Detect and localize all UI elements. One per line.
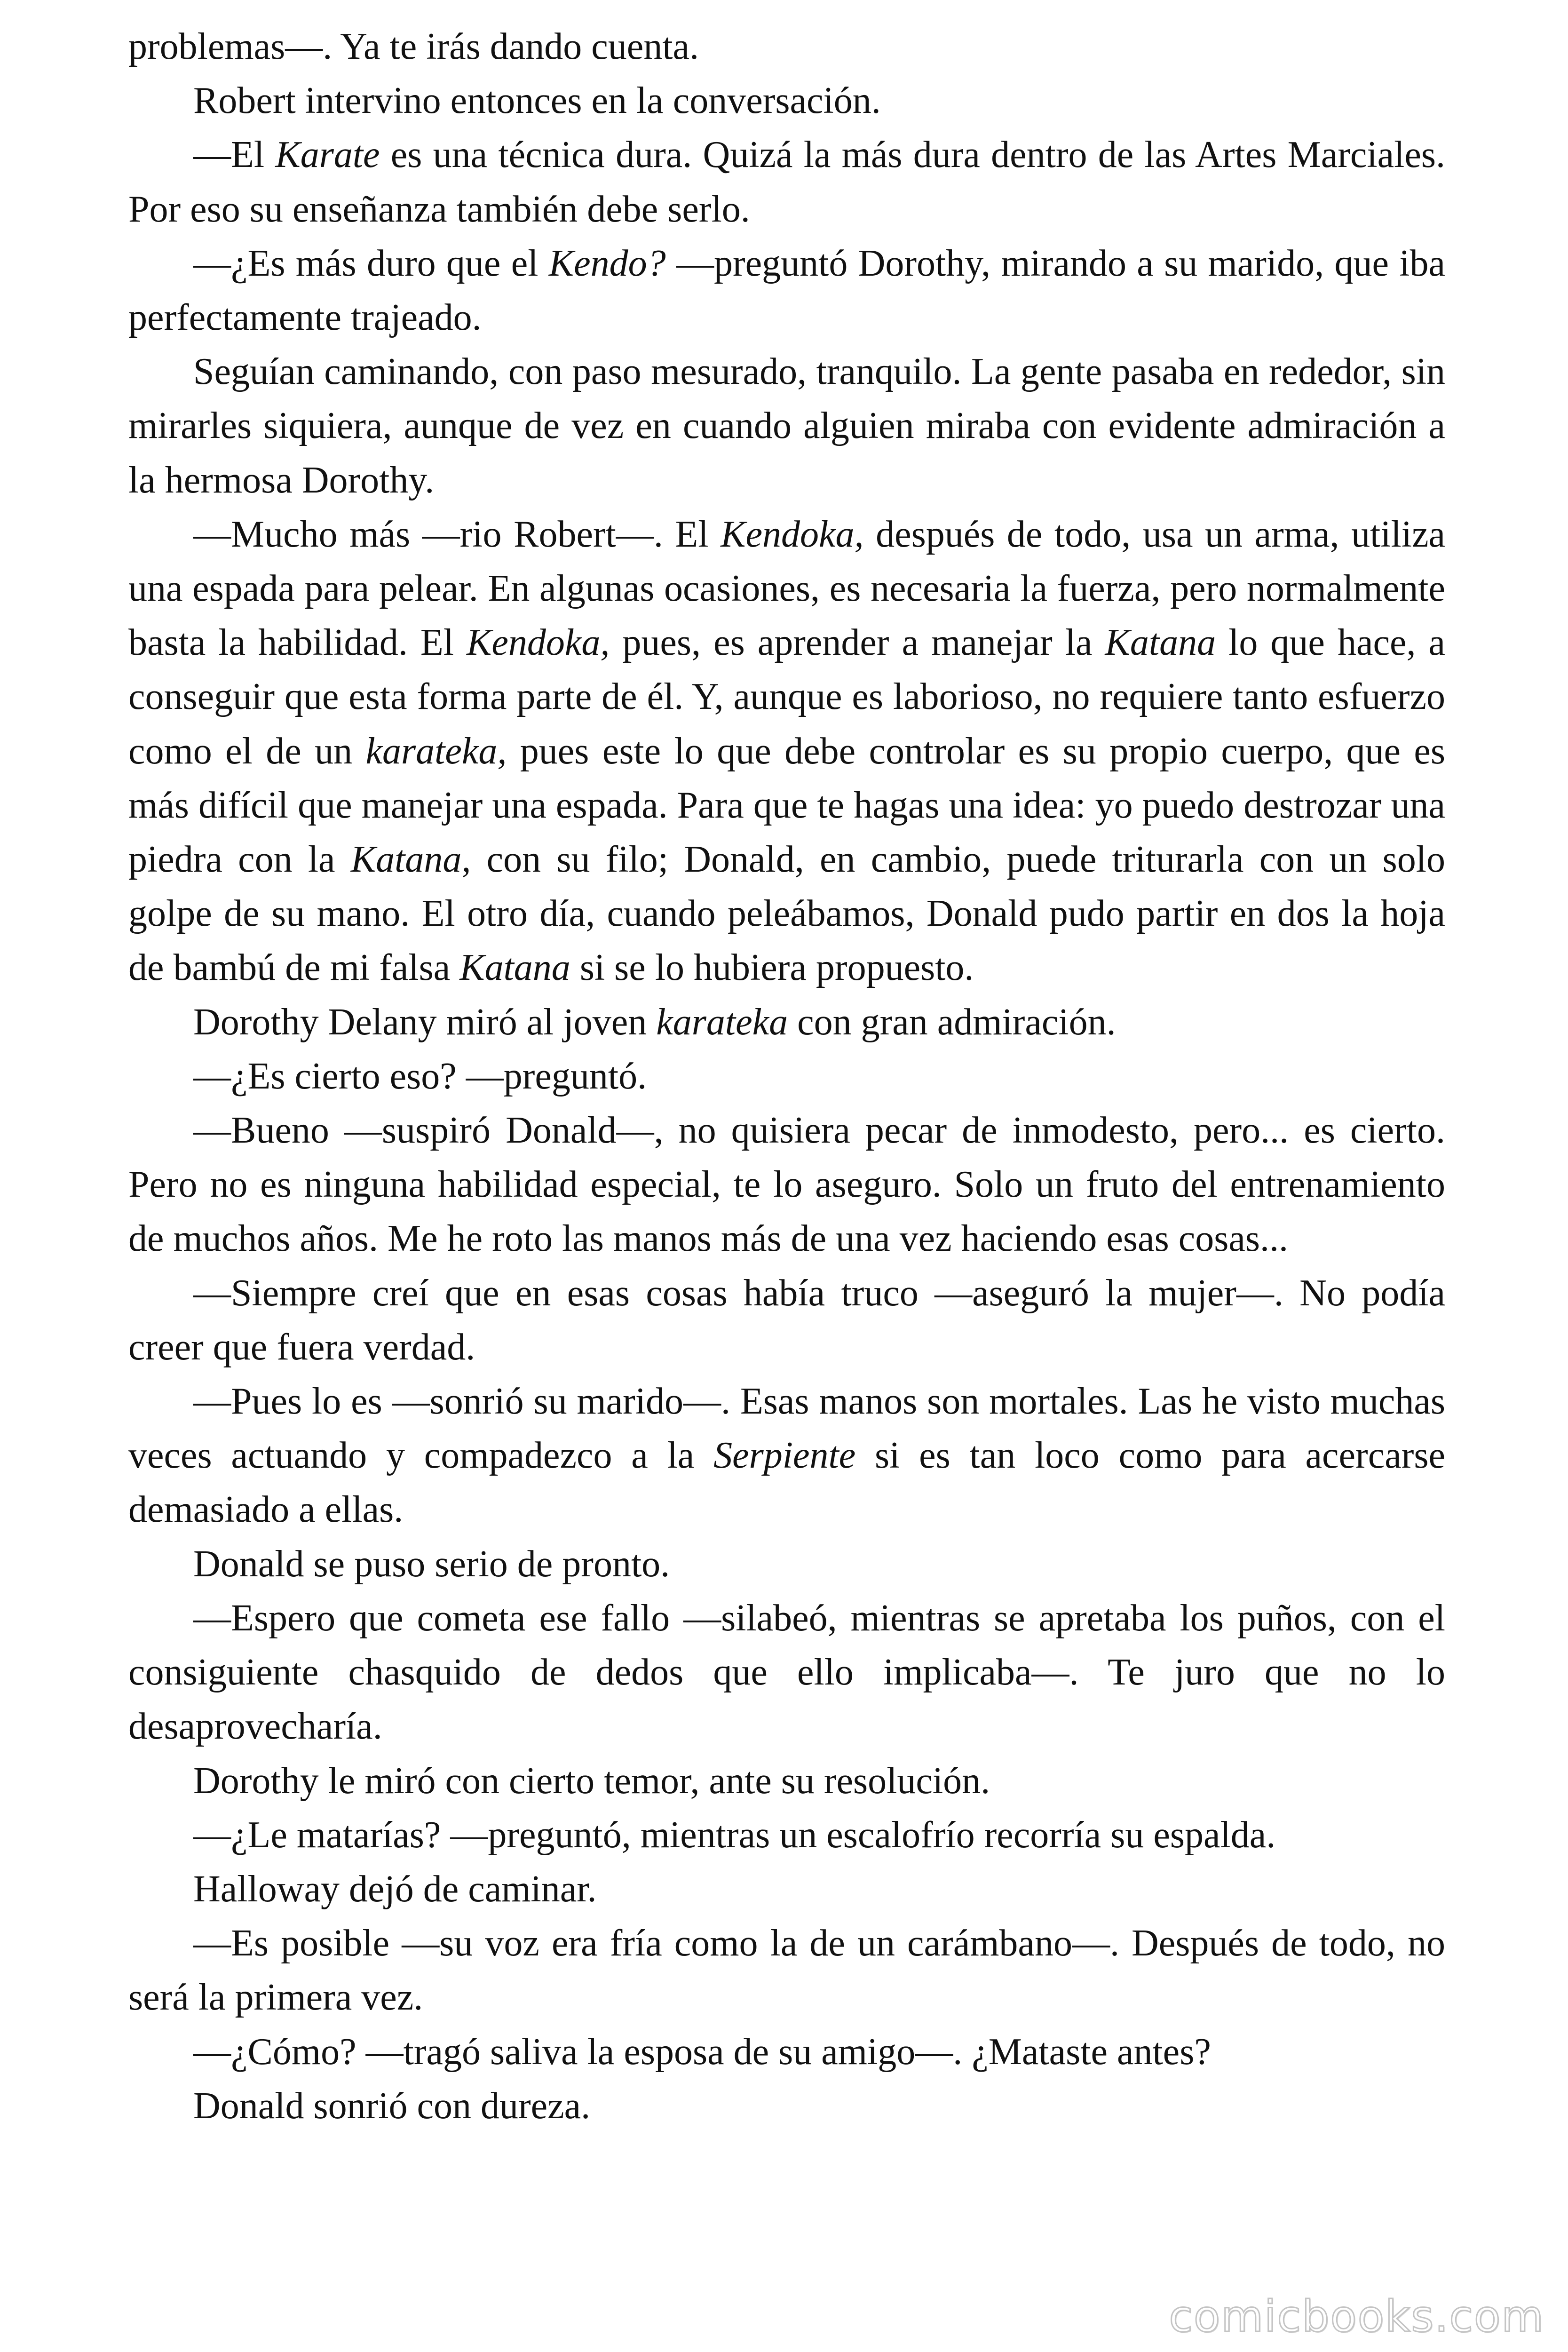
- text-run: pues este lo que debe controlar es su propio cuerpo, que es más difícil que manejar una espada. Para que te hagas una idea: yo puedo destrozar una piedra con la: [128, 730, 1445, 881]
- text-run: Halloway dejó de caminar.: [193, 1868, 597, 1910]
- paragraph: [128, 1049, 1445, 1104]
- italic-text: Katana: [459, 947, 570, 989]
- text-run: —Es posible —su voz era fría como la de un carámbano—. Después de todo, no será la primera vez.: [128, 1923, 1445, 2018]
- italic-text: Kendo?: [548, 242, 666, 284]
- text-run: —¿Le matarías? —preguntó, mientras un escalofrío recorría su espalda.: [193, 1814, 1276, 1856]
- text-run: —Espero que cometa ese fallo —silabeó, mientras se apretaba los puños, con el consiguiente chasquido de dedos que ello implicaba—. Te juro que no lo desaprovecharía.: [128, 1597, 1445, 1748]
- paragraph: [128, 1266, 1445, 1375]
- body-text: [128, 20, 1445, 2133]
- paragraph: [128, 1375, 1445, 1537]
- paragraph: [128, 20, 1445, 74]
- paragraph: [128, 237, 1445, 345]
- paragraph: [128, 1591, 1445, 1754]
- text-run: es una técnica dura. Quizá la más dura dentro de las Artes Marciales. Por eso su enseñanza también debe serlo.: [128, 134, 1446, 230]
- paragraph: [128, 128, 1445, 236]
- text-run: —Bueno —suspiró Donald—, no quisiera pecar de inmodesto, pero... es cierto. Pero no es ninguna habilidad especial, te lo aseguro. Solo un fruto del entrenamiento de muchos años. Me he roto las manos más de una vez haciendo esas cosas...: [128, 1110, 1445, 1260]
- text-run: Dorothy le miró con cierto temor, ante su resolución.: [193, 1760, 990, 1802]
- paragraph: [128, 1537, 1445, 1591]
- paragraph: [128, 995, 1445, 1049]
- italic-text: Katana,: [350, 839, 471, 881]
- paragraph: [128, 1916, 1445, 2025]
- text-run: Donald se puso serio de pronto.: [193, 1543, 670, 1585]
- italic-text: Serpiente: [713, 1435, 856, 1477]
- text-run: si se lo hubiera propuesto.: [570, 947, 974, 989]
- text-run: —Mucho más —rio Robert—. El: [193, 513, 721, 555]
- text-run: con gran admiración.: [788, 1001, 1116, 1043]
- italic-text: Kendoka,: [721, 513, 864, 555]
- text-run: —preguntó Dorothy, mirando a su marido, que iba perfectamente trajeado.: [128, 242, 1445, 339]
- text-run: lo que hace, a conseguir que esta forma parte de él. Y, aunque es laborioso, no requiere tanto esfuerzo como el de un: [128, 622, 1445, 772]
- text-run: Dorothy Delany miró al joven: [193, 1001, 657, 1043]
- text-run: problemas—. Ya te irás dando cuenta.: [128, 26, 699, 67]
- paragraph: [128, 2079, 1445, 2133]
- text-run: Seguían caminando, con paso mesurado, tranquilo. La gente pasaba en rededor, sin mirarles siquiera, aunque de vez en cuando alguien miraba con evidente admiración a la hermosa Dorothy.: [128, 351, 1445, 501]
- paragraph: [128, 74, 1445, 128]
- text-run: Robert intervino entonces en la conversación.: [193, 80, 881, 122]
- text-run: con su filo; Donald, en cambio, puede triturarla con un solo golpe de su mano. El otro día, cuando peleábamos, Donald pudo partir en dos la hoja de bambú de mi falsa: [128, 839, 1446, 989]
- text-run: —¿Es más duro que el: [193, 242, 549, 284]
- paragraph: [128, 2025, 1445, 2079]
- text-run: después de todo, usa un arma, utiliza una espada para pelear. En algunas ocasiones, es necesaria la fuerza, pero normalmente basta la habilidad. El: [128, 513, 1446, 664]
- watermark: comicbooks.com: [1169, 2291, 1544, 2342]
- italic-text: karateka,: [365, 730, 507, 772]
- italic-text: Katana: [1105, 622, 1216, 664]
- paragraph: [128, 1862, 1445, 1916]
- italic-text: Karate: [275, 134, 380, 176]
- text-run: si es tan loco como para acercarse demasiado a ellas.: [128, 1435, 1445, 1531]
- italic-text: Kendoka,: [467, 622, 610, 664]
- paragraph: [128, 1754, 1445, 1808]
- paragraph: [128, 1104, 1445, 1266]
- paragraph: [128, 345, 1445, 508]
- text-run: —El: [193, 134, 276, 176]
- text-run: Donald sonrió con dureza.: [193, 2085, 591, 2127]
- paragraph: [128, 508, 1445, 995]
- text-run: —Siempre creí que en esas cosas había truco —aseguró la mujer—. No podía creer que fuera verdad.: [128, 1272, 1445, 1368]
- paragraph: [128, 1808, 1445, 1862]
- text-run: pues, es aprender a manejar la: [610, 622, 1105, 664]
- text-run: —¿Cómo? —tragó saliva la esposa de su amigo—. ¿Mataste antes?: [193, 2031, 1211, 2073]
- text-run: —Pues lo es —sonrió su marido—. Esas manos son mortales. Las he visto muchas veces actuando y compadezco a la: [128, 1381, 1445, 1477]
- text-run: —¿Es cierto eso? —preguntó.: [193, 1055, 647, 1097]
- italic-text: karateka: [656, 1001, 788, 1043]
